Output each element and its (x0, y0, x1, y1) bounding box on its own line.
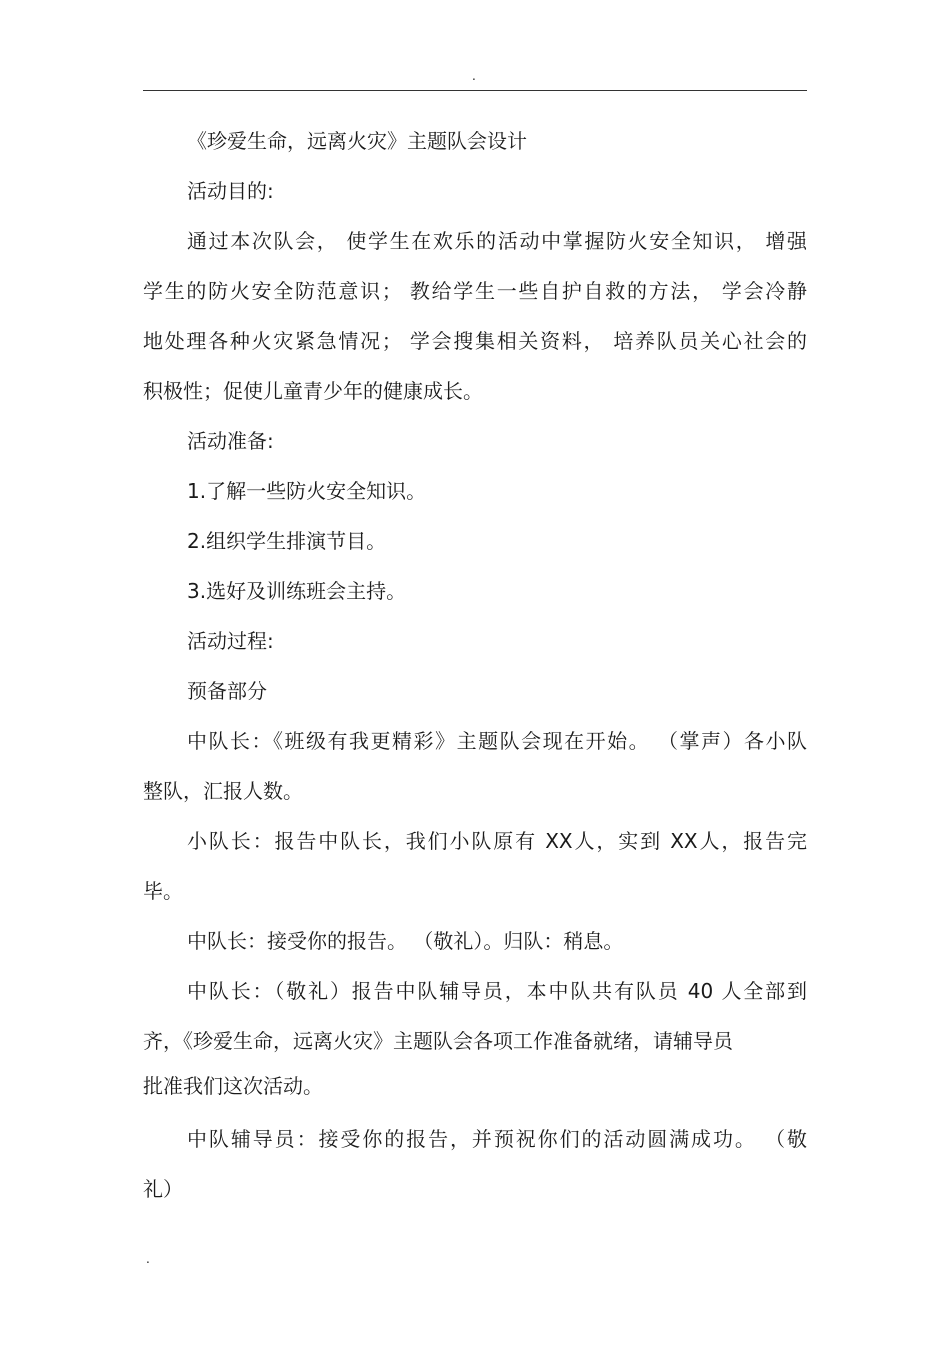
prep-item: 1.了解一些防火安全知识。 (187, 479, 427, 503)
purpose-line: 学生的防火安全防范意识； 教给学生一些自护自救的方法， 学会冷静 (143, 279, 807, 303)
purpose-line: 积极性；促使儿童青少年的健康成长。 (143, 379, 483, 403)
process-heading: 活动过程: (187, 629, 274, 653)
prep-item: 3.选好及训练班会主持。 (187, 579, 407, 603)
purpose-line: 地处理各种火灾紧急情况； 学会搜集相关资料， 培养队员关心社会的 (143, 329, 807, 353)
purpose-heading: 活动目的: (187, 179, 274, 203)
dialogue-line: 中队长：《班级有我更精彩》主题队会现在开始。 （掌声）各小队 (187, 729, 807, 753)
prep-heading: 活动准备: (187, 429, 274, 453)
dialogue-line: 整队，汇报人数。 (143, 779, 303, 803)
header-dot: . (472, 69, 476, 83)
dialogue-line: 中队长：（敬礼）报告中队辅导员，本中队共有队员 40 人全部到 (187, 979, 807, 1003)
dialogue-line: 小队长：报告中队长，我们小队原有 XX人，实到 XX人，报告完 (187, 829, 807, 853)
dialogue-line: 毕。 (143, 879, 183, 903)
header-rule (143, 90, 807, 91)
dialogue-line: 批准我们这次活动。 (143, 1074, 323, 1098)
prep-item: 2.组织学生排演节目。 (187, 529, 387, 553)
purpose-line: 通过本次队会， 使学生在欢乐的活动中掌握防火安全知识， 增强 (187, 229, 807, 253)
dialogue-line: 中队辅导员：接受你的报告，并预祝你们的活动圆满成功。 （敬 (187, 1127, 807, 1151)
section-heading: 预备部分 (187, 679, 267, 703)
dialogue-line: 中队长：接受你的报告。 （敬礼）。归队：稍息。 (187, 929, 624, 953)
document-body (143, 116, 807, 1214)
document-title: 《珍爱生命，远离火灾》主题队会设计 (187, 129, 527, 153)
footer-dot: . (146, 1252, 150, 1266)
dialogue-line: 齐，《珍爱生命，远离火灾》主题队会各项工作准备就绪，请辅导员 (143, 1029, 733, 1053)
dialogue-line: 礼） (143, 1177, 183, 1201)
